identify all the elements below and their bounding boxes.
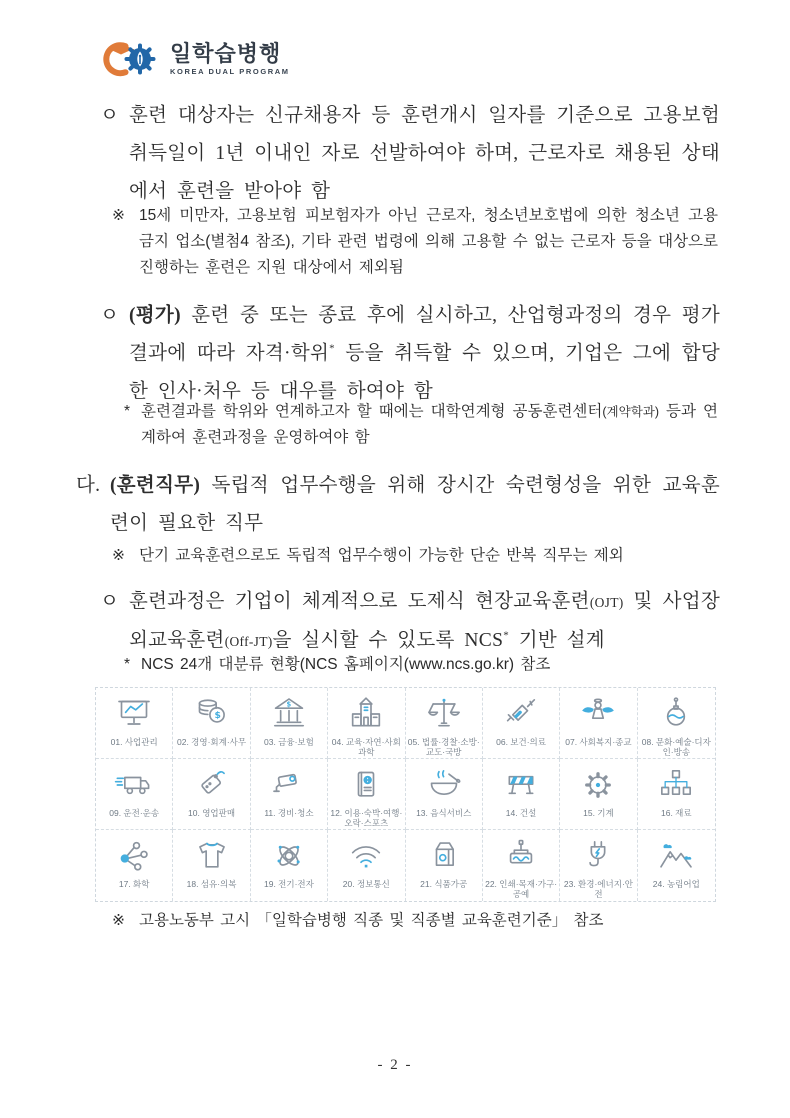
angel-icon (578, 694, 618, 734)
ncs-cell (96, 830, 173, 901)
svg-text:$: $ (214, 710, 221, 722)
ncs-cell (251, 830, 328, 901)
paragraph-evaluation (100, 297, 720, 411)
ncs-cell (251, 759, 328, 830)
cctv-icon (269, 765, 309, 805)
ncs-cell-label: 11. 경비·청소 (264, 808, 314, 818)
tshirt-icon (192, 836, 232, 876)
paragraph-parenthetical: (Off-JT) (224, 634, 273, 649)
ncs-cell (560, 830, 637, 901)
bold-label: (훈련직무) (110, 475, 201, 496)
bullet-marker: ㅇ (100, 305, 120, 326)
ncs-cell-label: 01. 사업관리 (110, 737, 158, 747)
paragraph-parenthetical: (OJT) (589, 595, 624, 610)
note-text: 15세 미만자, 고용보험 피보험자가 아닌 근로자, 청소년보호법에 의한 청소년 고용 금지 업소(별첨4 참조), 기타 관련 법령에 의해 고용할 수 없는 근로자 등을 대상으로 진행하는 훈련은 지원 대상에서 제외됨 (139, 207, 718, 276)
note-parenthetical: (계약학과) (602, 405, 660, 419)
ncs-cell (483, 688, 560, 759)
mountains-icon (656, 836, 696, 876)
reference-marker: ※ (112, 912, 125, 929)
ncs-cell-label: 20. 정보통신 (342, 879, 390, 889)
ncs-cell-label: 24. 농림어업 (652, 879, 700, 889)
page-number: - 2 - (377, 1057, 413, 1073)
reference-marker: ※ (112, 207, 125, 224)
paragraph-text: 을 실시할 수 있도록 NCS (272, 630, 504, 651)
note-degree-link (124, 399, 718, 451)
ncs-cell-label: 10. 영업판매 (188, 808, 236, 818)
ncs-cell (328, 830, 405, 901)
food-bowl-icon (424, 765, 464, 805)
ncs-cell-label: 22. 인쇄·목재·가구·공예 (485, 879, 558, 900)
paragraph-text: 등을 취득할 수 있으며, 기업은 그에 합당한 인사·처우 등 대우를 하여야 함 (129, 343, 720, 402)
ncs-cell (406, 688, 483, 759)
presentation-chart-icon (114, 694, 154, 734)
paragraph-trainee-eligibility (100, 97, 720, 211)
ncs-cell-label: 05. 법률·경찰·소방·교도·국방 (407, 737, 480, 758)
ncs-cell (406, 759, 483, 830)
ncs-cell-label: 16. 재료 (661, 808, 692, 818)
note-ncs-reference (124, 652, 718, 678)
footnote-asterisk: * (329, 342, 335, 355)
ncs-cell (483, 759, 560, 830)
svg-text:$: $ (286, 700, 292, 709)
footnote-asterisk: * (503, 629, 510, 642)
paragraph-text: 훈련과정은 기업이 체계적으로 도제식 현장교육훈련 (129, 591, 590, 612)
plug-icon (578, 836, 618, 876)
ncs-cell-label: 08. 문화·예술·디자인·방송 (641, 737, 711, 758)
asterisk-marker: * (124, 656, 131, 673)
logo-icon (99, 36, 161, 82)
list-marker: 다. (76, 475, 101, 496)
ncs-cell (483, 830, 560, 901)
atom-icon (269, 836, 309, 876)
ncs-cell (328, 759, 405, 830)
ncs-cell-label: 13. 음식서비스 (416, 808, 472, 818)
ncs-cell (560, 688, 637, 759)
ncs-cell (251, 688, 328, 759)
ncs-cell (96, 759, 173, 830)
note-exclusion (112, 203, 718, 281)
ornament-icon (656, 694, 696, 734)
ncs-cell-label: 12. 이용·숙박·여행·오락·스포츠 (330, 808, 403, 829)
heading-training-job (76, 467, 720, 543)
ncs-cell (406, 830, 483, 901)
ncs-cell (96, 688, 173, 759)
note-simple-job-exclusion (112, 543, 718, 569)
passport-icon (346, 765, 386, 805)
ncs-grid (95, 687, 716, 902)
note-text: NCS 24개 대분류 현황(NCS 홈페이지(www.ncs.go.kr) 참조 (141, 656, 551, 673)
ncs-cell-label: 17. 화학 (118, 879, 150, 889)
bullet-marker: ㅇ (100, 591, 120, 612)
logo-title: 일학습병행 (170, 41, 282, 67)
note-text: 단기 교육훈련으로도 독립적 업무수행이 가능한 단순 반복 직무는 제외 (139, 547, 624, 564)
blocks-icon (656, 765, 696, 805)
ncs-cell (638, 688, 715, 759)
ncs-cell-label: 15. 기계 (583, 808, 614, 818)
ncs-cell-label: 09. 운전·운송 (109, 808, 160, 818)
price-tag-icon (192, 765, 232, 805)
paragraph-text: 및 사업장외교육훈련 (129, 591, 721, 651)
asterisk-marker: * (124, 403, 131, 420)
ncs-cell-label: 14. 건설 (505, 808, 537, 818)
paragraph-text: 독립적 업무수행을 위해 장시간 숙련형성을 위한 교육훈련이 필요한 직무 (110, 475, 720, 534)
ncs-cell-label: 03. 금융·보험 (264, 737, 314, 747)
ncs-cell-label: 06. 보건·의료 (496, 737, 546, 747)
printing-press-icon (501, 836, 541, 876)
paragraph-training-course (100, 583, 720, 661)
logo-text (170, 42, 290, 76)
coins-icon (192, 694, 232, 734)
ncs-cell-label: 23. 환경·에너지·안전 (563, 879, 633, 900)
school-icon (346, 694, 386, 734)
paragraph-text: 훈련 중 또는 종료 후에 실시하고, 산업형과정의 경우 평가 결과에 따라 자격·학위 (129, 305, 720, 364)
ncs-cell (173, 688, 250, 759)
bullet-marker: ㅇ (100, 105, 120, 126)
ncs-cell-label: 07. 사회복지·종교 (565, 737, 632, 747)
ncs-cell-label: 04. 교육·자연·사회과학 (331, 737, 401, 758)
note-moel-notice (112, 908, 718, 934)
bank-icon (269, 694, 309, 734)
gear-icon (578, 765, 618, 805)
korea-dual-program-logo (99, 36, 290, 82)
ncs-cell (173, 830, 250, 901)
bold-label: (평가) (129, 305, 181, 326)
ncs-cell-label: 02. 경영·회계·사무 (177, 737, 247, 747)
molecule-icon (114, 836, 154, 876)
scales-icon (424, 694, 464, 734)
paragraph-text: 훈련 대상자는 신규채용자 등 훈련개시 일자를 기준으로 고용보험 취득일이 1년 이내인 자로 선발하여야 하며, 근로자로 채용된 상태에서 훈련을 받아야 함 (129, 105, 720, 202)
note-text: 등과 연계하여 훈련과정을 운영하여야 함 (141, 403, 718, 446)
ncs-cell (328, 688, 405, 759)
ncs-cell-label: 19. 전기·전자 (264, 879, 314, 889)
logo-subtitle: KOREA DUAL PROGRAM (170, 67, 290, 77)
ncs-cell (173, 759, 250, 830)
ncs-cell-label: 21. 식품가공 (420, 879, 468, 889)
truck-icon (114, 765, 154, 805)
ncs-cell-label: 18. 섬유·의복 (186, 879, 237, 889)
ncs-cell (638, 830, 715, 901)
reference-marker: ※ (112, 547, 125, 564)
note-text: 고용노동부 고시 「일학습병행 직종 및 직종별 교육훈련기준」 참조 (139, 912, 604, 929)
wifi-icon (346, 836, 386, 876)
ncs-cell (560, 759, 637, 830)
carton-icon (424, 836, 464, 876)
syringe-icon (501, 694, 541, 734)
barrier-icon (501, 765, 541, 805)
note-text: 훈련결과를 학위와 연계하고자 할 때에는 대학연계형 공동훈련센터 (141, 403, 603, 420)
ncs-cell (638, 759, 715, 830)
paragraph-text: 기반 설계 (509, 630, 605, 651)
